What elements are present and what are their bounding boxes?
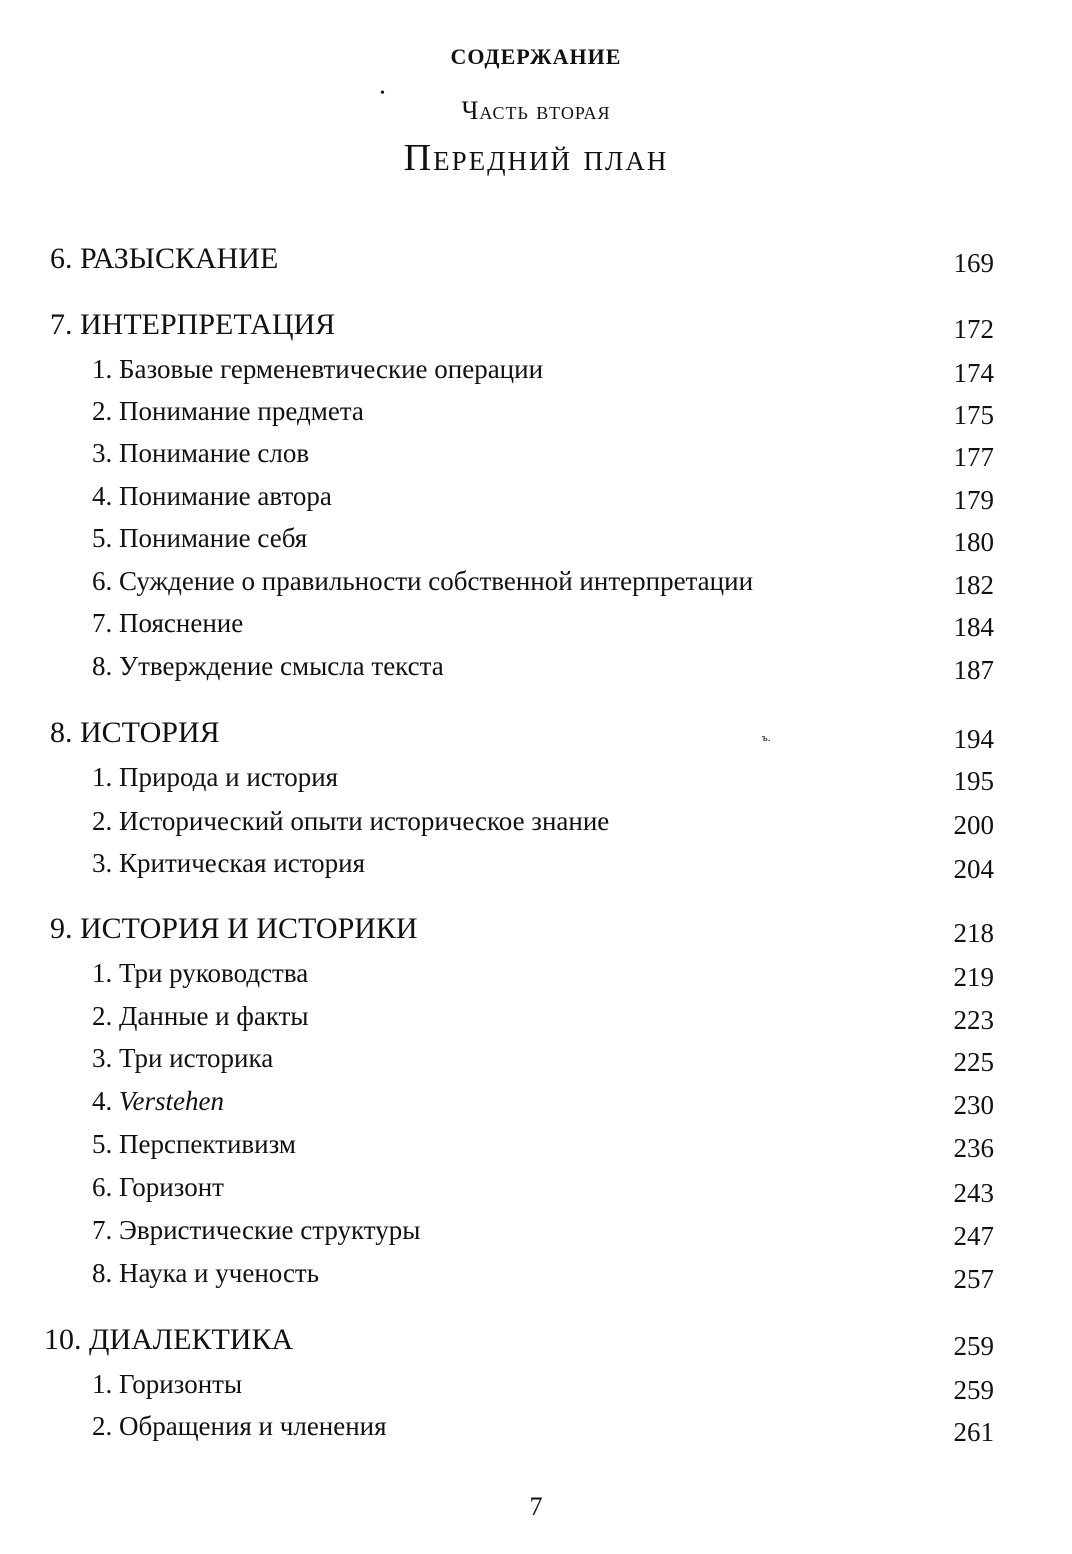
toc-page: 236 — [953, 1133, 994, 1163]
toc-chapter — [0, 308, 1072, 348]
toc-page: 169 — [953, 248, 994, 278]
toc-label: 5. Понимание себя — [92, 523, 308, 553]
toc-section — [0, 566, 1072, 606]
toc-label: 7. ИНТЕРПРЕТАЦИЯ — [50, 308, 336, 341]
toc-page: 182 — [953, 570, 994, 600]
toc-label: 4. Понимание автора — [92, 481, 332, 511]
page-number: 7 — [529, 1492, 543, 1521]
toc-page: 261 — [953, 1417, 994, 1447]
toc-chapter — [0, 242, 1072, 282]
toc-section — [0, 438, 1072, 478]
toc-label: 7. Эвристические структуры — [92, 1215, 421, 1245]
toc-label: 8. ИСТОРИЯ — [50, 716, 220, 749]
toc-page: 194 — [953, 724, 994, 754]
toc-page: 243 — [953, 1178, 994, 1208]
toc-label: 8. Наука и ученость — [92, 1258, 320, 1288]
toc-label — [92, 1086, 224, 1117]
toc-section — [0, 806, 1072, 846]
toc-label: 1. Горизонты — [92, 1369, 243, 1399]
toc-label: 6. Горизонт — [92, 1172, 224, 1202]
toc-section — [0, 608, 1072, 648]
toc-section — [0, 958, 1072, 998]
toc-page: 218 — [953, 918, 994, 948]
toc-label: 5. Перспективизм — [92, 1129, 296, 1159]
toc-label: 6. Суждение о правильности собственной интерпретации — [92, 566, 754, 596]
toc-label: 1. Базовые герменевтические операции — [92, 354, 544, 384]
toc-label: 8. Утверждение смысла текста — [92, 651, 444, 681]
ink-speck: • — [380, 86, 385, 101]
running-head: СОДЕРЖАНИЕ — [450, 44, 622, 69]
toc-label: 1. Три руководства — [92, 958, 309, 988]
toc-label: 3. Понимание слов — [92, 438, 310, 468]
toc-chapter — [0, 912, 1072, 952]
toc-page: 175 — [953, 400, 994, 430]
toc-number: 4. — [92, 1086, 113, 1116]
toc-page: 172 — [953, 314, 994, 344]
toc-section — [0, 1411, 1072, 1451]
toc-page: 179 — [953, 485, 994, 515]
toc-section — [0, 523, 1072, 563]
toc-section — [0, 651, 1072, 691]
toc-page: 257 — [953, 1264, 994, 1294]
toc-section — [0, 762, 1072, 802]
toc-page: 204 — [953, 854, 994, 884]
toc-section — [0, 1172, 1072, 1212]
toc-label-italic: Verstehen — [119, 1086, 224, 1116]
toc-page: 195 — [953, 766, 994, 796]
toc-label: 9. ИСТОРИЯ И ИСТОРИКИ — [50, 912, 418, 945]
toc-section — [0, 1129, 1072, 1169]
toc-page: 219 — [953, 962, 994, 992]
toc-section — [0, 354, 1072, 394]
part-label: Часть вторая — [461, 96, 611, 125]
toc-section — [0, 1369, 1072, 1409]
toc-section — [0, 848, 1072, 888]
toc-label: 3. Критическая история — [92, 848, 366, 878]
toc-section — [0, 1215, 1072, 1255]
toc-section — [0, 1258, 1072, 1298]
toc-page: 230 — [953, 1090, 994, 1120]
toc-page: 200 — [953, 810, 994, 840]
toc-page: 259 — [953, 1375, 994, 1405]
toc-label: 10. ДИАЛЕКТИКА — [44, 1323, 294, 1356]
toc-page: 187 — [953, 655, 994, 685]
ink-speck: ъ. — [762, 732, 771, 744]
toc-section — [0, 1086, 1072, 1126]
toc-page: 225 — [953, 1047, 994, 1077]
toc-section — [0, 1001, 1072, 1041]
toc-page: 223 — [953, 1005, 994, 1035]
toc-label: 3. Три историка — [92, 1043, 274, 1073]
toc-page: 180 — [953, 527, 994, 557]
toc-page: 174 — [953, 358, 994, 388]
toc-page: 259 — [953, 1331, 994, 1361]
toc-label: 1. Природа и история — [92, 762, 339, 792]
toc-label: 2. Обращения и членения — [92, 1411, 387, 1441]
toc-label: 2. Исторический опыти историческое знание — [92, 806, 610, 836]
toc-chapter — [0, 716, 1072, 756]
part-title: Передний план — [403, 137, 669, 179]
toc-section — [0, 1043, 1072, 1083]
toc-label: 7. Пояснение — [92, 608, 244, 638]
toc-label: 6. РАЗЫСКАНИЕ — [50, 242, 279, 275]
toc-page: 247 — [953, 1221, 994, 1251]
toc-label: 2. Данные и факты — [92, 1001, 309, 1031]
toc-section — [0, 481, 1072, 521]
toc-page: 177 — [953, 442, 994, 472]
toc-section — [0, 396, 1072, 436]
toc-page: 184 — [953, 612, 994, 642]
toc-chapter — [0, 1323, 1072, 1363]
toc-label: 2. Понимание предмета — [92, 396, 364, 426]
